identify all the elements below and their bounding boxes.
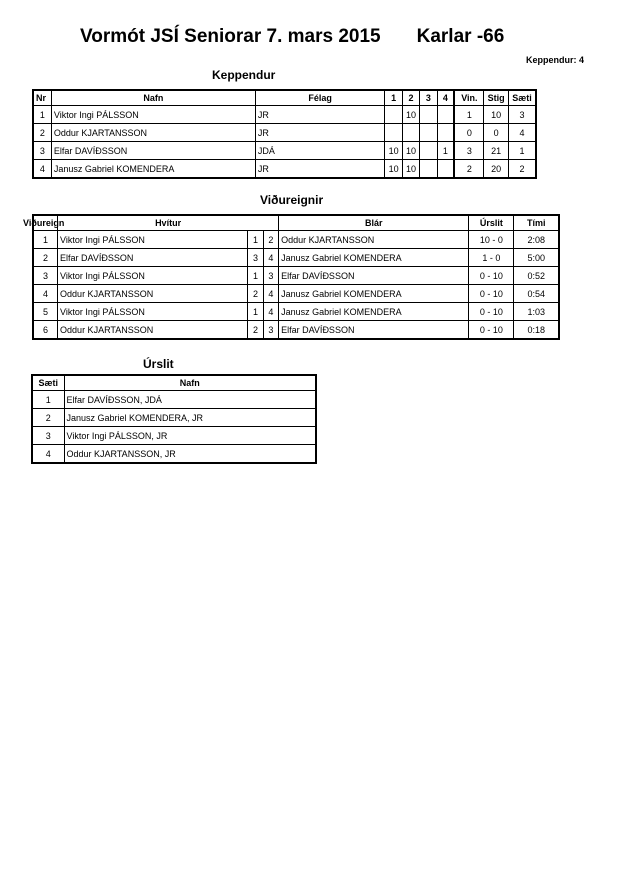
match-result: 0 - 10 [469,267,514,285]
competitor-name: Janusz Gabriel KOMENDERA [51,160,255,179]
blue-name: Janusz Gabriel KOMENDERA [279,285,469,303]
blue-nr: 4 [263,303,278,321]
match-row [33,231,559,249]
competitor-wins: 3 [454,142,484,160]
weight-class-title: Karlar -66 [416,26,505,47]
match-time: 5:00 [514,249,559,267]
matches-table [23,214,560,340]
match-row [33,249,559,267]
score-r2: 10 [402,160,419,179]
competitor-club: JR [255,106,385,124]
result-place: 4 [32,445,64,464]
col-nr: Nr [33,90,51,106]
score-r4 [437,106,454,124]
result-place: 3 [32,427,64,445]
matches-header-row [33,215,559,231]
competitor-place: 1 [508,142,536,160]
competitor-name: Oddur KJARTANSSON [51,124,255,142]
score-r4: 1 [437,142,454,160]
competitor-row [33,160,536,179]
match-time: 0:54 [514,285,559,303]
col-match [23,215,65,231]
score-r2: 10 [402,142,419,160]
result-row [32,445,316,464]
competitor-row [33,124,536,142]
match-time: 0:18 [514,321,559,340]
white-name: Elfar DAVÍÐSSON [58,249,248,267]
match-time: 1:03 [514,303,559,321]
match-result: 0 - 10 [469,303,514,321]
white-nr: 2 [248,321,263,340]
competitors-table [32,89,537,179]
competitor-club: JR [255,160,385,179]
col-round-1: 1 [385,90,402,106]
match-result: 0 - 10 [469,321,514,340]
competitors-header-row [33,90,536,106]
competitor-name: Elfar DAVÍÐSSON [51,142,255,160]
blue-name: Oddur KJARTANSSON [279,231,469,249]
competitor-points: 0 [484,124,508,142]
score-r4 [437,124,454,142]
match-row [33,285,559,303]
white-name: Viktor Ingi PÁLSSON [58,267,248,285]
competitor-row [33,142,536,160]
competitor-place: 3 [508,106,536,124]
competitor-nr: 3 [33,142,51,160]
result-row [32,391,316,409]
white-name: Oddur KJARTANSSON [58,285,248,303]
col-result: Úrslit [469,215,514,231]
white-name: Viktor Ingi PÁLSSON [58,303,248,321]
score-r2: 10 [402,106,419,124]
col-match-label: Viðureign [23,218,65,228]
results-header-row [32,375,316,391]
competitor-wins: 0 [454,124,484,142]
competitor-place: 2 [508,160,536,179]
white-nr: 1 [248,303,263,321]
blue-name: Janusz Gabriel KOMENDERA [279,249,469,267]
score-r2 [402,124,419,142]
white-nr: 1 [248,267,263,285]
competitor-points: 21 [484,142,508,160]
match-result: 0 - 10 [469,285,514,303]
match-result: 1 - 0 [469,249,514,267]
match-row [33,303,559,321]
col-club: Félag [255,90,385,106]
competitor-wins: 1 [454,106,484,124]
white-nr: 2 [248,285,263,303]
match-nr: 1 [33,231,58,249]
blue-nr: 4 [263,249,278,267]
white-nr: 3 [248,249,263,267]
col-place: Sæti [508,90,536,106]
col-round-2: 2 [402,90,419,106]
col-white: Hvítur [58,215,279,231]
match-nr: 5 [33,303,58,321]
col-name: Nafn [64,375,316,391]
result-name: Oddur KJARTANSSON, JR [64,445,316,464]
score-r1 [385,106,402,124]
col-time: Tími [514,215,559,231]
match-nr: 6 [33,321,58,340]
competitor-nr: 1 [33,106,51,124]
result-name: Janusz Gabriel KOMENDERA, JR [64,409,316,427]
blue-nr: 2 [263,231,278,249]
col-place: Sæti [32,375,64,391]
blue-name: Elfar DAVÍÐSSON [279,321,469,340]
competitor-name: Viktor Ingi PÁLSSON [51,106,255,124]
match-result: 10 - 0 [469,231,514,249]
competitor-count: Keppendur: 4 [526,55,585,65]
match-row [33,321,559,340]
white-nr: 1 [248,231,263,249]
competitor-points: 20 [484,160,508,179]
competitor-points: 10 [484,106,508,124]
results-table [31,374,317,464]
white-name: Oddur KJARTANSSON [58,321,248,340]
match-time: 0:52 [514,267,559,285]
competitor-row [33,106,536,124]
col-round-4: 4 [437,90,454,106]
score-r4 [437,160,454,179]
competitor-wins: 2 [454,160,484,179]
result-name: Viktor Ingi PÁLSSON, JR [64,427,316,445]
competitors-heading: Keppendur [212,68,276,82]
score-r1: 10 [385,142,402,160]
result-place: 2 [32,409,64,427]
score-r3 [420,160,437,179]
competitor-nr: 2 [33,124,51,142]
blue-nr: 3 [263,321,278,340]
col-round-3: 3 [420,90,437,106]
competitor-club: JDÁ [255,142,385,160]
result-place: 1 [32,391,64,409]
competitor-club: JR [255,124,385,142]
blue-nr: 4 [263,285,278,303]
score-r3 [420,106,437,124]
score-r3 [420,142,437,160]
matches-heading: Viðureignir [260,193,324,207]
score-r1: 10 [385,160,402,179]
results-heading: Úrslit [143,357,174,371]
competitor-nr: 4 [33,160,51,179]
match-nr: 2 [33,249,58,267]
result-name: Elfar DAVÍÐSSON, JDÁ [64,391,316,409]
match-time: 2:08 [514,231,559,249]
match-nr: 3 [33,267,58,285]
col-points: Stig [484,90,508,106]
col-blue: Blár [279,215,469,231]
match-row [33,267,559,285]
tournament-title: Vormót JSÍ Seniorar 7. mars 2015 [80,26,381,47]
blue-name: Janusz Gabriel KOMENDERA [279,303,469,321]
result-row [32,409,316,427]
blue-nr: 3 [263,267,278,285]
match-nr: 4 [33,285,58,303]
col-name: Nafn [51,90,255,106]
blue-name: Elfar DAVÍÐSSON [279,267,469,285]
score-r1 [385,124,402,142]
page-title [80,26,504,48]
result-row [32,427,316,445]
competitor-place: 4 [508,124,536,142]
col-wins: Vin. [454,90,484,106]
white-name: Viktor Ingi PÁLSSON [58,231,248,249]
score-r3 [420,124,437,142]
